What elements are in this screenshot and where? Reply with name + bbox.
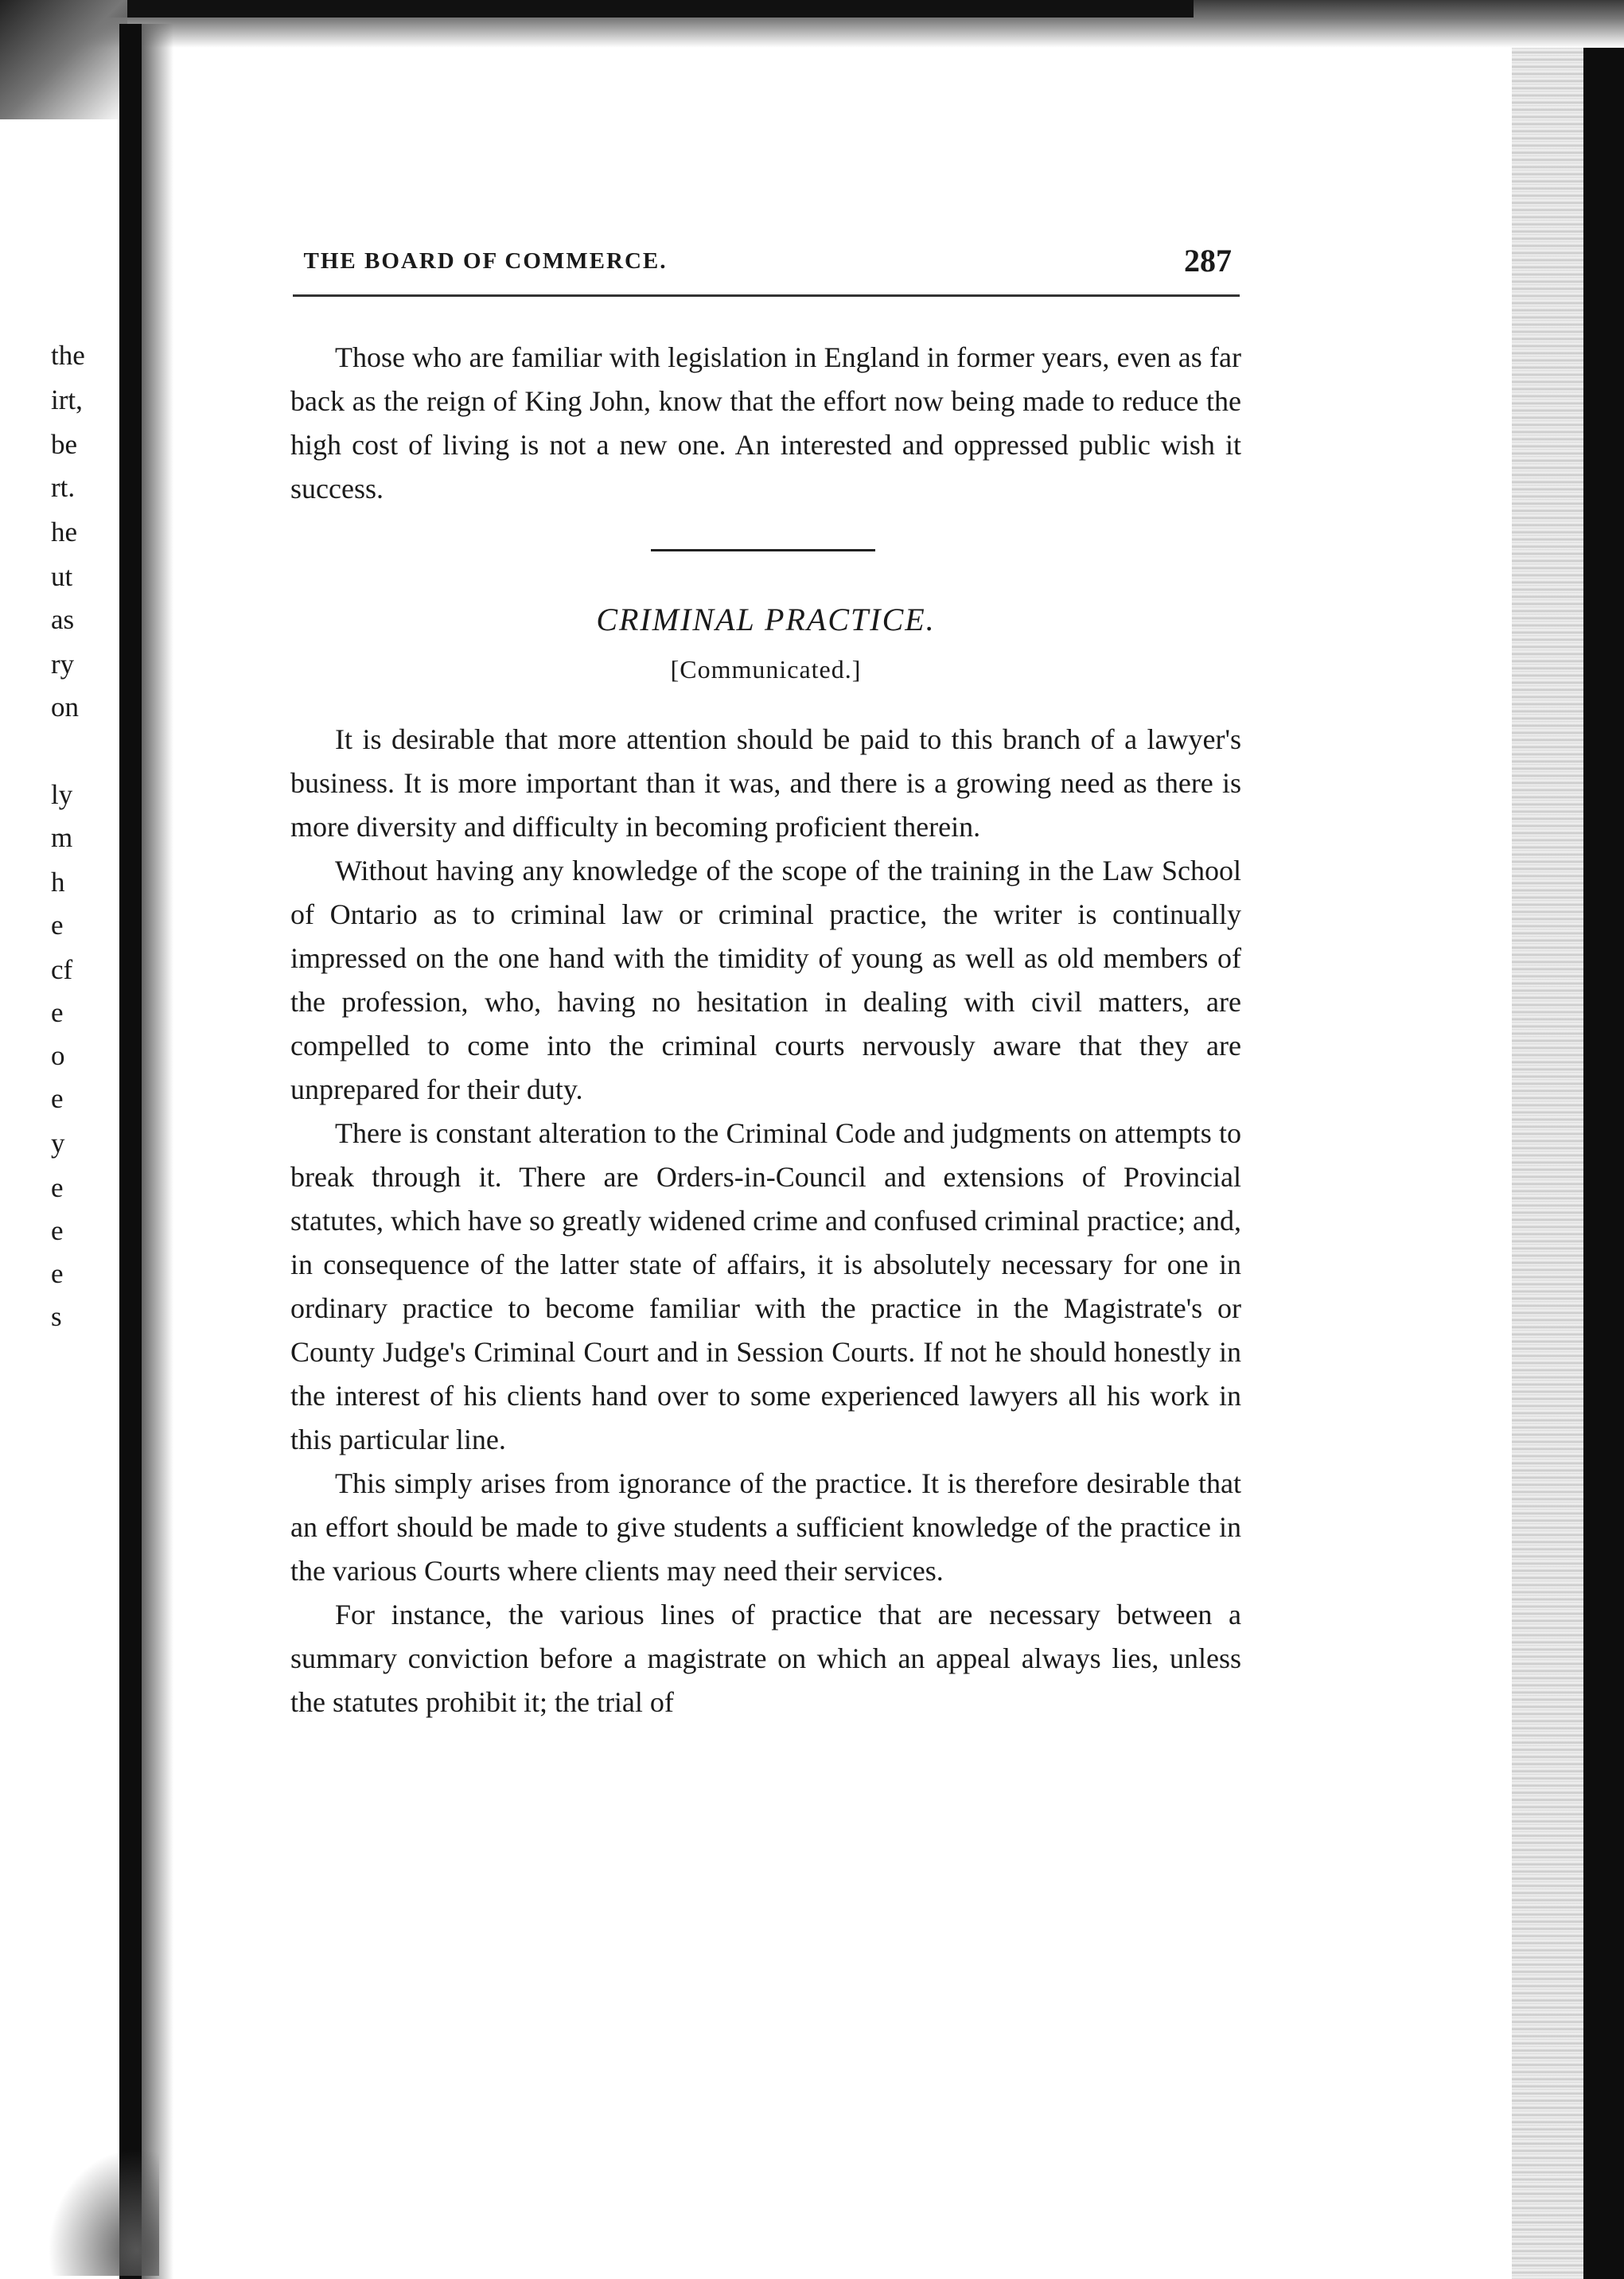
scan-bottom-smudge <box>48 2148 159 2276</box>
header-rule <box>293 294 1240 297</box>
margin-fragment: ly <box>51 779 73 810</box>
paragraph: It is desirable that more attention should be paid to this branch of a lawyer's business. It is more important than it was, and there is a growing need as there is more diversity and difficulty in becoming proficient therein. <box>290 723 1241 843</box>
margin-fragment: on <box>51 691 79 723</box>
paragraph: For instance, the various lines of practice that are necessary between a summary conviction before a magistrate on which an appeal always lies, unless the statutes prohibit it; the trial of <box>290 1599 1241 1718</box>
right-binding-edge <box>1583 48 1624 2279</box>
margin-fragment: e <box>51 997 64 1028</box>
paragraph: This simply arises from ignorance of the practice. It is therefore desirable that an effort should be made to give students a sufficient knowledge of the practice in the various Courts where clients may need their services. <box>290 1467 1241 1587</box>
section-note: [Communicated.] <box>670 655 862 684</box>
margin-fragment: s <box>51 1301 62 1332</box>
margin-fragment: rt. <box>51 472 76 503</box>
section-title: CRIMINAL PRACTICE. <box>596 602 936 637</box>
margin-fragment: e <box>51 1172 64 1203</box>
scan-top-edge-dark <box>0 0 1194 18</box>
running-head-title: THE BOARD OF COMMERCE. <box>303 248 668 274</box>
margin-fragment: e <box>51 1215 64 1246</box>
margin-fragment: be <box>51 429 78 460</box>
margin-fragment: ut <box>51 561 73 592</box>
margin-fragment: irt, <box>51 384 83 415</box>
opening-paragraph <box>290 336 1241 511</box>
paragraph: Those who are familiar with legislation in England in former years, even as far back as the reign of King John, know that the effort now being made to reduce the high cost of living is not a new one. An interested and oppressed public wish it success. <box>290 341 1241 504</box>
margin-fragment: he <box>51 516 78 547</box>
margin-fragment: ry <box>51 649 75 680</box>
margin-fragment: e <box>51 1258 64 1289</box>
scan-left-corner-shadow <box>0 0 127 119</box>
margin-fragment: e <box>51 1083 64 1114</box>
left-binding-shadow <box>142 24 173 2279</box>
section-divider <box>651 549 875 551</box>
margin-fragment: h <box>51 867 65 898</box>
margin-fragment: cf <box>51 954 73 985</box>
paragraph: Without having any knowledge of the scope of the training in the Law School of Ontario as to criminal law or criminal practice, the writer is continually impressed on the one hand with the timidity of young as well as old members of the profession, who, having no hesitation in dealing with civil matters, are compelled to come into the criminal courts nervously aware that they are unprepared for their duty. <box>290 855 1241 1105</box>
margin-fragment: e <box>51 910 64 941</box>
right-edge-speckle <box>1512 48 1583 2279</box>
margin-fragment: y <box>51 1128 65 1159</box>
margin-fragment: as <box>51 604 75 635</box>
margin-fragment: o <box>51 1040 65 1071</box>
margin-fragment: m <box>51 822 73 853</box>
margin-fragment: the <box>51 340 85 371</box>
article-body <box>290 718 1241 1724</box>
left-binding-edge <box>119 24 142 2279</box>
paragraph: There is constant alteration to the Criminal Code and judgments on attempts to break through it. There are Orders-in-Council and extensions of Provincial statutes, which have so greatly widened crime and confused criminal practice; and, in consequence of the latter state of affairs, it is absolutely necessary for one in ordinary practice to become familiar with the practice in the Magistrate's or County Judge's Criminal Court and in Session Courts. If not he should honestly in the interest of his clients hand over to some experienced lawyers all his work in this particular line. <box>290 1117 1241 1455</box>
page-number: 287 <box>1184 243 1232 279</box>
